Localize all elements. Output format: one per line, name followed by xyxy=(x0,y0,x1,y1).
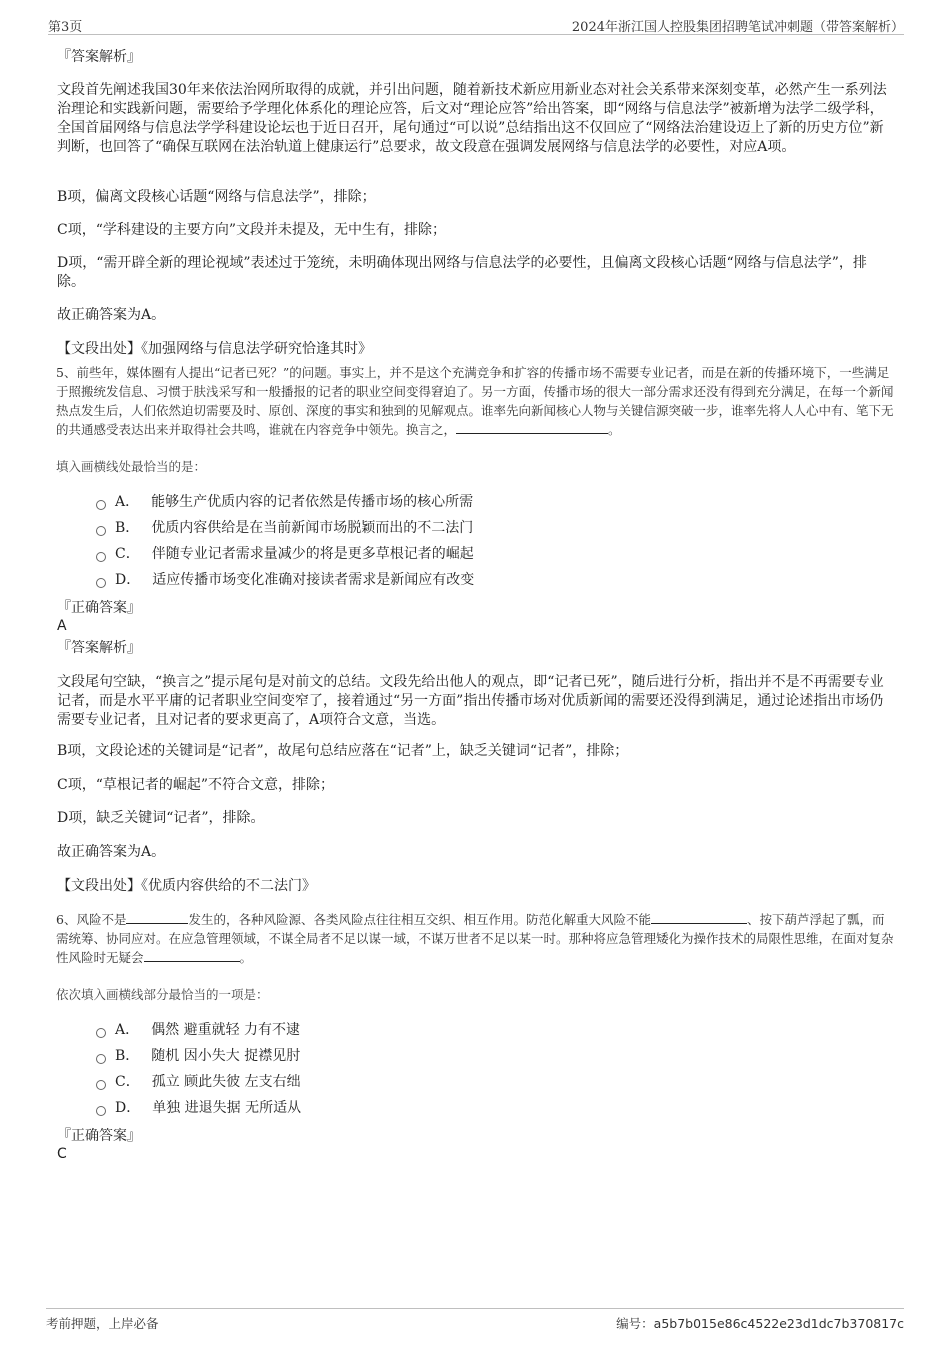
q5-stem xyxy=(56,363,894,439)
q6-option-d[interactable]: D． 单独 进退失据 无所适从 xyxy=(96,1098,301,1118)
footer-code-label: 编号： xyxy=(616,1316,654,1331)
q5-analysis-paragraph-1: 文段尾句空缺，“换言之”提示尾句是对前文的总结。文段先给出他人的观点，即“记者已死”，随后进行分析，指出并不是不再需要专业记者，而是水平平庸的记者职业空间变窄了，接着通过“另一方面”指出传播市场对优质新闻的需要还没得到满足，通过论述指出市场仍需要专业记者，且对记者的要求更高了，A项符合文意，当选。 xyxy=(57,674,884,728)
footer-slogan: 考前押题，上岸必备 xyxy=(46,1316,159,1331)
q5-analysis-paragraph-2: B项，文段论述的关键词是“记者”，故尾句总结应落在“记者”上，缺乏关键词“记者”，排除； xyxy=(57,743,629,759)
document-title: 2024年浙江国人控股集团招聘笔试冲刺题（带答案解析） xyxy=(571,20,904,35)
page-footer xyxy=(46,1308,904,1331)
page-number: 第3页 xyxy=(48,20,83,35)
radio-icon[interactable] xyxy=(96,526,106,536)
radio-icon[interactable] xyxy=(96,500,106,510)
q6-blank-1 xyxy=(126,911,188,924)
footer-code-value: a5b7b015e86c4522e23d1dc7b370817c xyxy=(653,1316,904,1331)
q4-analysis-paragraph-3: C项，“学科建设的主要方向”文段并未提及，无中生有，排除； xyxy=(57,222,447,238)
q5-option-b[interactable]: B． 优质内容供给是在当前新闻市场脱颖而出的不二法门 xyxy=(96,518,473,538)
q5-analysis-paragraph-3: C项，“草根记者的崛起”不符合文意，排除； xyxy=(57,777,335,793)
q6-stem: 6、风险不是 发生的，各种风险源、各类风险点往往相互交织、相互作用。防范化解重大风险不能 、按下葫芦浮起了瓢，而需统筹、协同应对。在应急管理领域，不谋全局者不足以谋一域，不谋万世者不足以某一时。那种将应急管理矮化为操作技术的局限性思维，在面对复杂性风险时无疑会 。 xyxy=(56,912,894,965)
q5-analysis-label: 『答案解析』 xyxy=(57,640,141,656)
q6-prompt: 依次填入画横线部分最恰当的一项是： xyxy=(56,987,269,1002)
q5-analysis-paragraph-4: D项，缺乏关键词“记者”，排除。 xyxy=(57,810,265,826)
radio-icon[interactable] xyxy=(96,1080,106,1090)
q4-source: 【文段出处】《加强网络与信息法学研究恰逢其时》 xyxy=(57,341,372,357)
q5-answer-label: 『正确答案』 xyxy=(57,600,141,616)
q4-analysis-paragraph-4: D项，“需开辟全新的理论视域”表述过于笼统，未明确体现出网络与信息法学的必要性，且偏离文段核心话题“网络与信息法学”，排除。 xyxy=(57,255,867,290)
q6-answer-label: 『正确答案』 xyxy=(57,1128,141,1144)
q4-conclusion: 故正确答案为A。 xyxy=(57,307,166,323)
radio-icon[interactable] xyxy=(96,1106,106,1116)
radio-icon[interactable] xyxy=(96,1028,106,1038)
q5-source: 【文段出处】《优质内容供给的不二法门》 xyxy=(57,878,316,894)
q5-option-c[interactable]: C． 伴随专业记者需求量减少的将是更多草根记者的崛起 xyxy=(96,544,474,564)
q4-analysis-paragraph-2: B项，偏离文段核心话题“网络与信息法学”，排除； xyxy=(57,189,376,205)
radio-icon[interactable] xyxy=(96,552,106,562)
q5-conclusion: 故正确答案为A。 xyxy=(57,844,166,860)
radio-icon[interactable] xyxy=(96,1054,106,1064)
q5-blank xyxy=(456,421,608,434)
q6-blank-3 xyxy=(144,949,240,962)
q6-option-b[interactable]: B． 随机 因小失大 捉襟见肘 xyxy=(96,1046,300,1066)
page-header xyxy=(48,14,904,35)
q5-stem-text: 5、前些年，媒体圈有人提出“记者已死？”的问题。事实上，并不是这个充满竞争和扩容的传播市场不需要专业记者，而是在新的传播环境下，一些满足于照搬统发信息、习惯于肤浅采写和一般播报的记者的职业空间变得窘迫了。另一方面，传播市场的很大一部分需求还没有得到充分满足，在每一个新闻热点发生后，人们依然迫切需要及时、原创、深度的事实和独到的见解观点。谁率先向新闻核心人物与关键信源突破一步，谁率先将人人心中有、笔下无的共通感受表达出来并取得社会共鸣，谁就在内容竞争中领先。换言之， xyxy=(56,365,894,437)
radio-icon[interactable] xyxy=(96,578,106,588)
footer-code xyxy=(616,1314,904,1332)
q5-option-a[interactable]: A． 能够生产优质内容的记者依然是传播市场的核心所需 xyxy=(96,492,473,512)
q4-analysis-label: 『答案解析』 xyxy=(57,49,141,65)
q6-option-a[interactable]: A． 偶然 避重就轻 力有不逮 xyxy=(96,1020,300,1040)
q4-analysis-paragraph-1: 文段首先阐述我国30年来依法治网所取得的成就，并引出问题，随着新技术新应用新业态对社会关系带来深刻变革，必然产生一系列法治理论和实践新问题，需要给予学理化体系化的理论应答，后文对“理论应答”给出答案，即“网络与信息法学”被新增为法学二级学科，全国首届网络与信息法学学科建设论坛也于近日召开，尾句通过“可以说”总结指出这不仅回应了“网络法治建设迈上了新的历史方位”新判断，也回答了“确保互联网在法治轨道上健康运行”总要求，故文段意在强调发展网络与信息法学的必要性，对应A项。 xyxy=(57,82,887,155)
q5-option-d[interactable]: D． 适应传播市场变化准确对接读者需求是新闻应有改变 xyxy=(96,570,474,590)
q5-answer: A xyxy=(57,618,67,634)
q6-answer: C xyxy=(57,1146,67,1162)
q6-blank-2 xyxy=(651,911,747,924)
q6-option-c[interactable]: C． 孤立 顾此失彼 左支右绌 xyxy=(96,1072,301,1092)
q5-prompt: 填入画横线处最恰当的是： xyxy=(56,459,207,474)
q5-stem-end: 。 xyxy=(608,422,621,437)
